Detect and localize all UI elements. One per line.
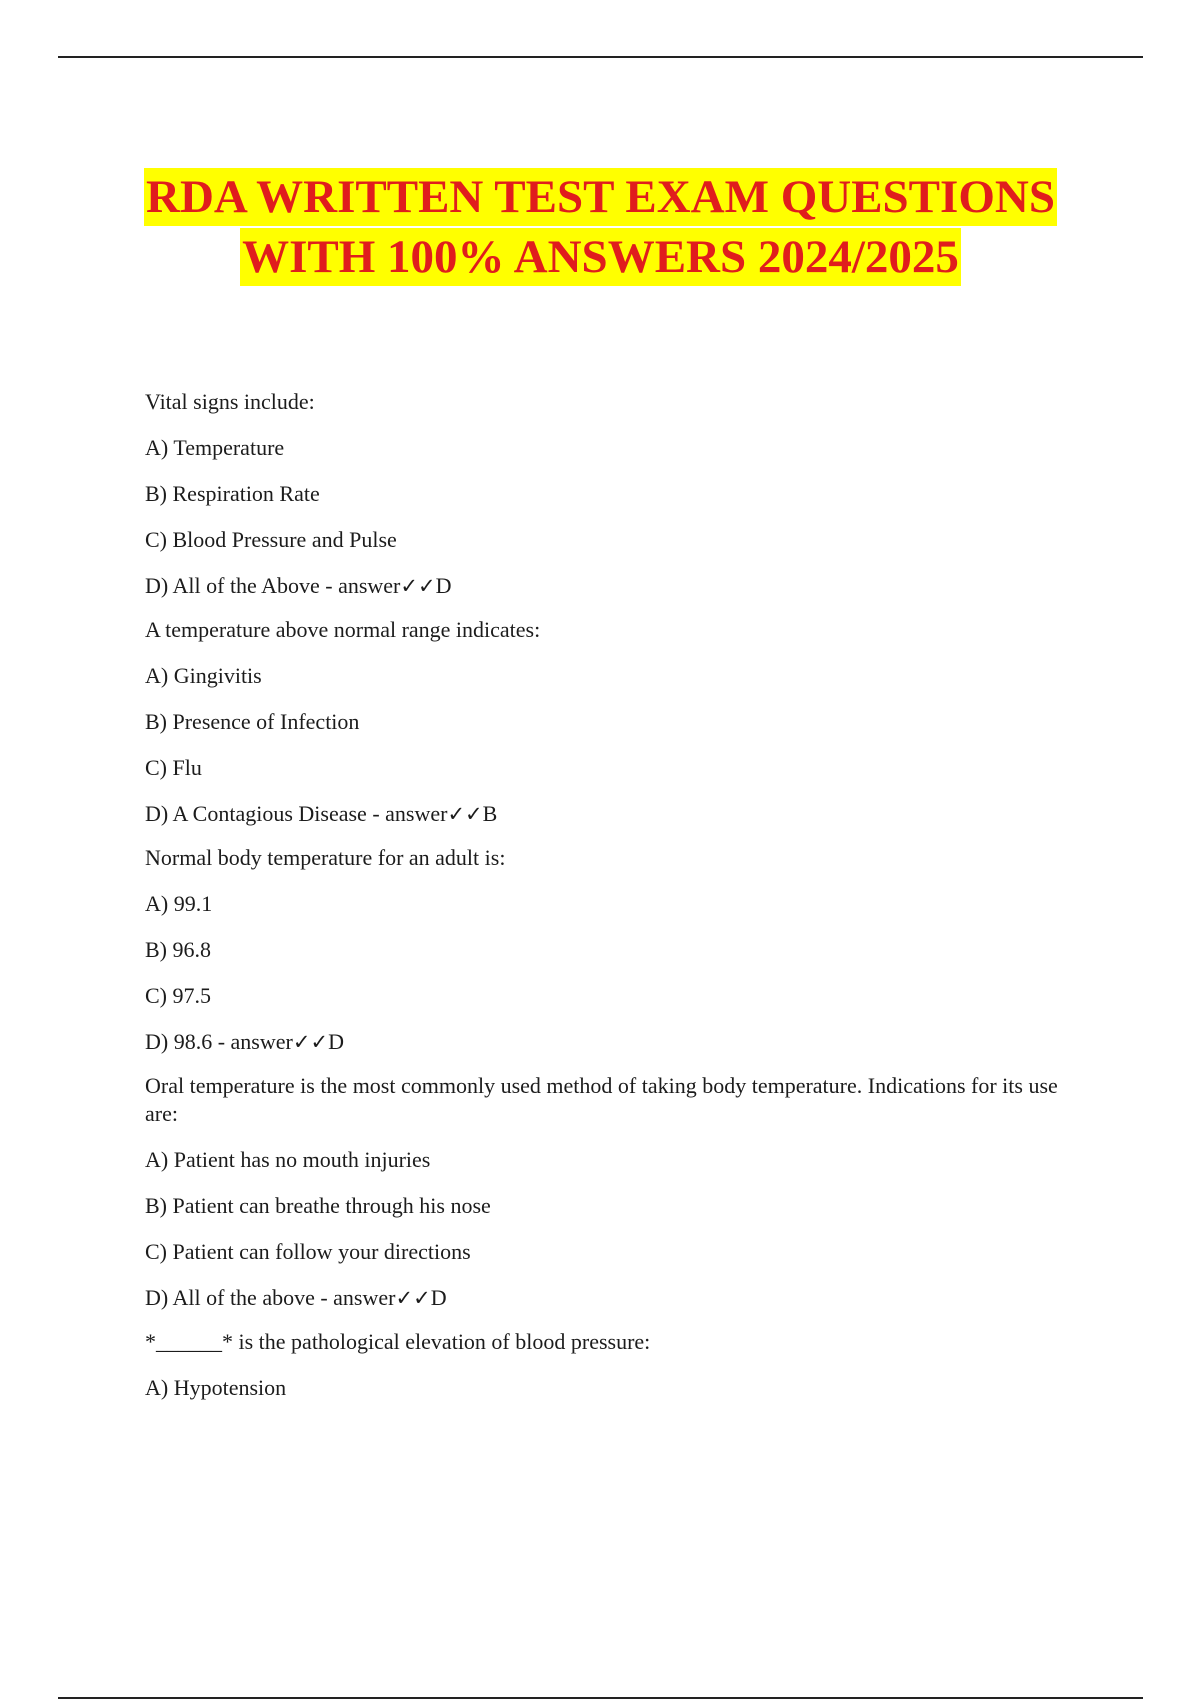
check-icon: ✓✓ — [395, 1286, 431, 1310]
option: D) A Contagious Disease - answer — [145, 801, 448, 826]
answer-line — [145, 572, 1090, 600]
document-title — [58, 168, 1143, 288]
answer-letter: D — [328, 1029, 344, 1054]
option: B) Presence of Infection — [145, 709, 360, 734]
option: D) All of the above - answer — [145, 1285, 396, 1310]
answer-letter: D — [435, 573, 452, 598]
top-rule — [58, 56, 1143, 58]
answer-letter: B — [482, 801, 498, 826]
check-icon: ✓✓ — [400, 574, 436, 598]
option: A) Gingivitis — [145, 663, 262, 688]
answer-line — [145, 1028, 1090, 1056]
option: B) 96.8 — [145, 937, 211, 962]
option: A) 99.1 — [145, 891, 213, 916]
title-line-1: RDA WRITTEN TEST EXAM QUESTIONS — [144, 168, 1057, 226]
option: B) Patient can breathe through his nose — [145, 1193, 491, 1218]
option: C) Flu — [145, 755, 202, 780]
question-stem: *______* is the pathological elevation of blood pressure: — [145, 1329, 651, 1354]
option: A) Temperature — [145, 435, 285, 460]
answer-line — [145, 800, 1090, 828]
option: C) Blood Pressure and Pulse — [145, 527, 397, 552]
check-icon: ✓✓ — [292, 1030, 329, 1054]
option: A) Hypotension — [145, 1375, 287, 1400]
answer-letter: D — [430, 1285, 447, 1310]
check-icon: ✓✓ — [447, 802, 483, 826]
question-stem: Normal body temperature for an adult is: — [145, 845, 506, 870]
option: C) Patient can follow your directions — [145, 1239, 471, 1264]
question-stem: Oral temperature is the most commonly used method of taking body temperature. Indications for its use are: — [145, 1073, 1058, 1126]
option: C) 97.5 — [145, 983, 211, 1008]
title-line-2: WITH 100% ANSWERS 2024/2025 — [240, 228, 961, 286]
option: D) All of the Above - answer — [145, 573, 401, 598]
question-list — [145, 388, 1090, 1420]
option: A) Patient has no mouth injuries — [145, 1147, 431, 1172]
question-stem: Vital signs include: — [145, 389, 315, 414]
option: B) Respiration Rate — [145, 481, 320, 506]
option: D) 98.6 - answer — [145, 1029, 293, 1054]
bottom-rule — [58, 1697, 1143, 1699]
question-stem: A temperature above normal range indicates: — [145, 617, 541, 642]
answer-line — [145, 1284, 1090, 1312]
